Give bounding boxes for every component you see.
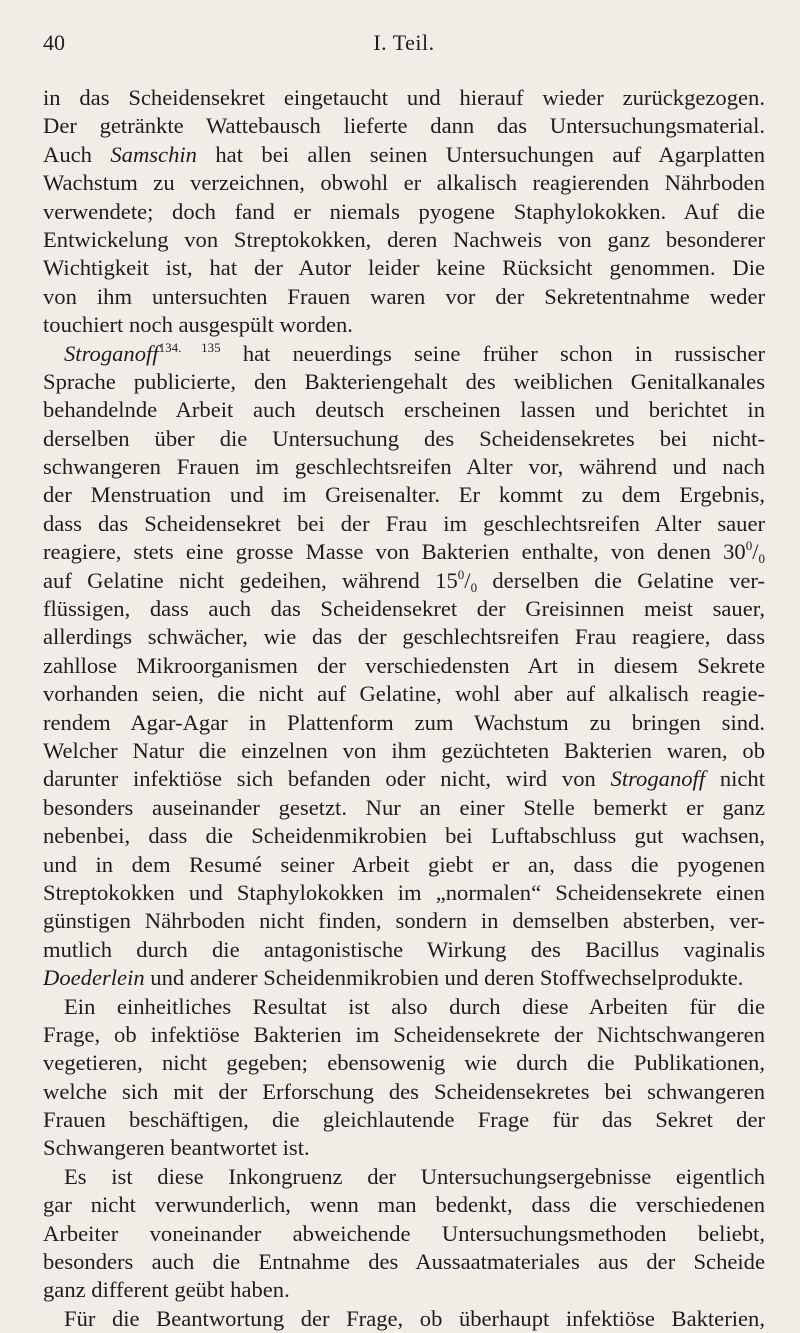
text-line: Wichtigkeit ist, hat der Autor leider keine Rücksicht genommen. Die xyxy=(43,255,765,281)
text-line: und in dem Resumé seiner Arbeit giebt er an, dass die pyogenen xyxy=(43,851,765,877)
text-line: mutlich durch die antagonistische Wirkung des Bacillus vaginalis xyxy=(43,936,765,962)
text-line: ganz different geübt haben. xyxy=(43,1277,290,1303)
author-name: Stroganoff xyxy=(64,340,159,366)
text-run: auf Gelatine nicht gedeihen, während 15 xyxy=(43,567,458,593)
text-line: der Menstruation und im Greisenalter. Er kommt zu dem Ergebnis, xyxy=(43,482,765,508)
text-line: gar nicht verwunderlich, wenn man bedenkt, dass die verschiedenen xyxy=(43,1192,765,1218)
text-line: Es ist diese Inkongruenz der Untersuchungsergebnisse eigentlich xyxy=(64,1163,765,1189)
page-number: 40 xyxy=(43,30,65,55)
text-line: Entwickelung von Streptokokken, deren Nachweis von ganz besonderer xyxy=(43,226,765,252)
text-line: verwendete; doch fand er niemals pyogene Staphylokokken. Auf die xyxy=(43,198,765,224)
text-line: Frauen beschäftigen, die gleichlautende Frage für das Sekret der xyxy=(43,1107,765,1133)
text-line: vegetieren, nicht gegeben; ebensowenig wie durch die Publikationen, xyxy=(43,1050,765,1076)
text-line: besonders auseinander gesetzt. Nur an einer Stelle bemerkt er ganz xyxy=(43,794,765,820)
text-line: Frage, ob infektiöse Bakterien im Scheidensekrete der Nichtschwangeren xyxy=(43,1021,765,1047)
text-run: und anderer Scheidenmikrobien und deren Stoffwechselprodukte. xyxy=(144,965,744,991)
text-line: nebenbei, dass die Scheidenmikrobien bei Luftabschluss gut wachsen, xyxy=(43,823,765,849)
text-line: rendem Agar-Agar in Plattenform zum Wachstum zu bringen sind. xyxy=(43,709,765,735)
text-line: allerdings schwächer, wie das der geschlechtsreifen Frau reagiere, dass xyxy=(43,624,765,650)
text-line: Arbeiter voneinander abweichende Untersuchungsmethoden beliebt, xyxy=(43,1220,765,1246)
text-line xyxy=(43,141,765,169)
text-line xyxy=(43,964,765,992)
percent-slash: / xyxy=(752,539,759,565)
percent-slash: / xyxy=(464,567,471,593)
text-line: günstigen Nährboden nicht finden, sondern in demselben absterben, ver- xyxy=(43,908,765,934)
percent-top: 0 xyxy=(457,566,465,582)
running-head: I. Teil. xyxy=(373,30,435,55)
text-line xyxy=(43,765,765,793)
text-line: derselben über die Untersuchung des Scheidensekretes bei nicht- xyxy=(43,425,765,451)
text-line: Für die Beantwortung der Frage, ob überhaupt infektiöse Bakterien, xyxy=(64,1305,765,1331)
text-line: Der getränkte Wattebausch lieferte dann das Untersuchungsmaterial. xyxy=(43,113,765,139)
author-name: Stroganoff xyxy=(610,766,706,792)
text-line: flüssigen, dass auch das Scheidensekret der Greisinnen meist sauer, xyxy=(43,596,765,622)
text-run: darunter infektiöse sich befanden oder nicht, wird von xyxy=(43,766,611,792)
text-run: derselben die Gelatine ver- xyxy=(477,567,765,593)
text-line xyxy=(43,340,765,368)
text-line: Ein einheitliches Resultat ist also durch diese Arbeiten für die xyxy=(64,993,765,1019)
text-line: zahllose Mikroorganismen der verschiedensten Art in diesem Sekrete xyxy=(43,652,765,678)
page-header xyxy=(43,0,765,68)
text-line: Schwangeren beantwortet ist. xyxy=(43,1135,310,1161)
text-line xyxy=(43,538,765,566)
text-run: Auch xyxy=(43,141,111,167)
text-line: besonders auch die Entnahme des Aussaatmateriales aus der Scheide xyxy=(43,1249,765,1275)
text-line xyxy=(43,567,765,595)
text-line: Sprache publicierte, den Bakteriengehalt des weiblichen Genitalkanales xyxy=(43,368,765,394)
text-line: behandelnde Arbeit auch deutsch erscheinen lassen und berichtet in xyxy=(43,397,765,423)
text-line: Wachstum zu verzeichnen, obwohl er alkalisch reagierenden Nährboden xyxy=(43,170,765,196)
author-name: Samschin xyxy=(110,141,197,167)
text-run: reagiere, stets eine grosse Masse von Bakterien enthalte, von denen 30 xyxy=(43,539,746,565)
text-line: welche sich mit der Erforschung des Scheidensekretes bei schwangeren xyxy=(43,1078,765,1104)
reference-number: 134. 135 xyxy=(158,339,221,355)
body-text xyxy=(43,84,765,1333)
text-line: von ihm untersuchten Frauen waren vor der Sekretentnahme weder xyxy=(43,283,765,309)
text-line: Streptokokken und Staphylokokken im „normalen“ Scheidensekrete einen xyxy=(43,879,765,905)
text-line: vorhanden seien, die nicht auf Gelatine, wohl aber auf alkalisch reagie- xyxy=(43,681,765,707)
text-run: nicht xyxy=(705,766,765,792)
percent-top: 0 xyxy=(745,538,753,554)
text-run: hat bei allen seinen Untersuchungen auf Agarplatten xyxy=(196,141,765,167)
author-name: Doederlein xyxy=(43,965,145,991)
percent-bottom: 0 xyxy=(758,551,765,567)
percent-bottom: 0 xyxy=(470,579,478,595)
text-line: schwangeren Frauen im geschlechtsreifen Alter vor, während und nach xyxy=(43,454,765,480)
text-line: Welcher Natur die einzelnen von ihm gezüchteten Bakterien waren, ob xyxy=(43,737,765,763)
text-line: touchiert noch ausgespült worden. xyxy=(43,312,353,338)
text-line: in das Scheidensekret eingetaucht und hierauf wieder zurückgezogen. xyxy=(43,85,765,110)
text-line: dass das Scheidensekret bei der Frau im geschlechtsreifen Alter sauer xyxy=(43,510,765,536)
text-run: hat neuerdings seine früher schon in russischer xyxy=(220,340,765,366)
